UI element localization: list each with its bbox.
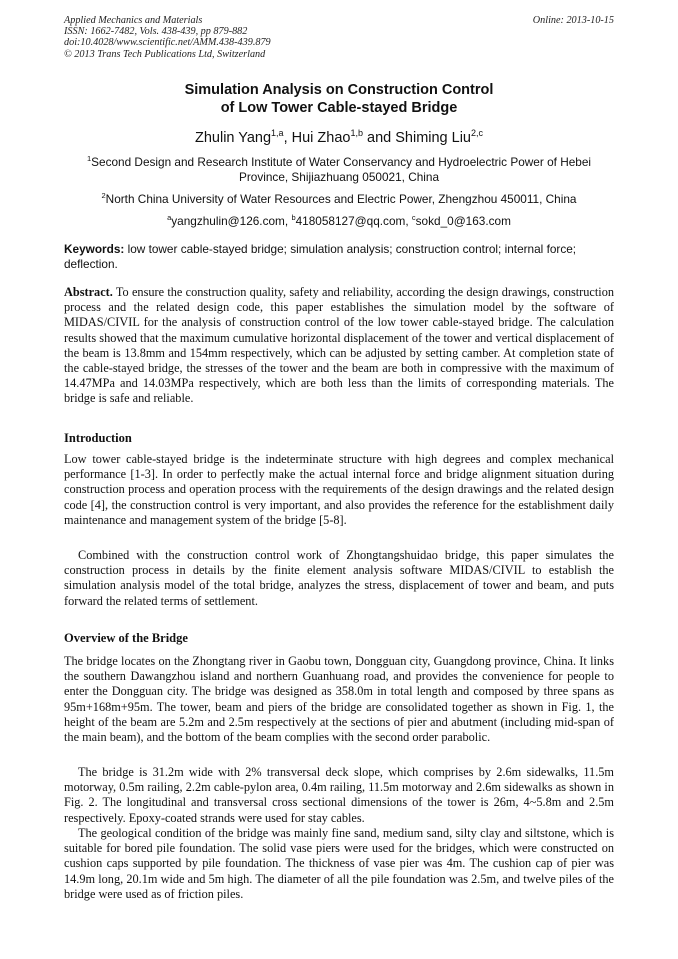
copyright-line: © 2013 Trans Tech Publications Ltd, Switzerland: [64, 48, 266, 60]
email-separator: ,: [284, 214, 292, 228]
author-separator: and: [362, 130, 396, 146]
author-superscript: 2,c: [471, 128, 484, 139]
author-name: Shiming Liu: [395, 130, 471, 146]
issn-line: ISSN: 1662-7482, Vols. 438-439, pp 879-882: [64, 26, 248, 38]
journal-header: [64, 15, 614, 60]
abstract-paragraph: [64, 285, 614, 407]
keywords-label: Keywords:: [64, 242, 125, 256]
introduction-paragraph-1: Low tower cable-stayed bridge is the indeterminate structure with high degrees and complex mechanical performance [1-3]. In order to perfectly make the actual internal force and bridge alignment situation during construction process and operation process with the requirements of the design drawings and the related design code [4], the construction control is very important, and also provides the reference for the establishment daily maintenance and management system of the bridge [5-8].: [64, 452, 614, 527]
author-name: Hui Zhao: [291, 130, 351, 146]
email-separator: ,: [405, 214, 412, 228]
title-line-1: Simulation Analysis on Construction Control: [184, 82, 494, 98]
overview-heading: Overview of the Bridge: [64, 631, 188, 645]
paper-title: [64, 81, 614, 117]
journal-name: Applied Mechanics and Materials: [64, 15, 203, 26]
keywords-block: [64, 242, 614, 271]
keywords-text: low tower cable-stayed bridge; simulation analysis; construction control; internal force; deflection.: [64, 242, 577, 271]
author-separator: ,: [283, 130, 292, 146]
email-superscript: b: [291, 213, 296, 223]
affiliation-2: [64, 192, 614, 207]
author-name: Zhulin Yang: [194, 130, 272, 146]
abstract-text: To ensure the construction quality, safety and reliability, according the design drawings, construction process and the related design code, this paper establishes the simulation model by the software of MIDAS/CIVIL for the analysis of construction control of the low tower cable-stayed bridge. The calculation results showed that the maximum cumulative horizontal displacement of the tower and vertical displacement of the beam is 13.8mm and 154mm respectively, which can be adjusted by setting camber. At completion state of the cable-stayed bridge, the stresses of the tower and the beam are both in compressive with the maximum of 14.47MPa and 14.03MPa respectively, which are both less than the limits of corresponding materials. The bridge is safe and reliable.: [64, 285, 614, 406]
abstract-label: Abstract.: [64, 285, 113, 299]
email-superscript: a: [167, 213, 172, 223]
online-date: Online: 2013-10-15: [532, 15, 614, 26]
email-address: yangzhulin@126.com: [171, 214, 285, 228]
affiliation-text: Second Design and Research Institute of Water Conservancy and Hydroelectric Power of Hebei Province, Shijiazhuang 050021, China: [91, 155, 592, 184]
author-superscript: 1,b: [350, 128, 363, 139]
overview-paragraph-2: The bridge is 31.2m wide with 2% transversal deck slope, which comprises by 2.6m sidewalks, 11.5m motorway, 0.5m railing, 2.2m cable-pylon area, 0.4m railing, 11.5m motorway and 2.6m sidewalks as shown in Fig. 2. The longitudinal and transversal cross sectional dimensions of the tower is 26m, 4~5.8m and 2.5m respectively. Epoxy-coated strands were used for stay cables.: [64, 765, 614, 825]
email-list: [64, 214, 614, 229]
email-address: sokd_0@163.com: [415, 214, 511, 228]
overview-paragraph-1: The bridge locates on the Zhongtang river in Gaobu town, Dongguan city, Guangdong province, China. It links the southern Dawangzhou island and northern Guanhuang road, and provides the convenience for people to enter the Dongguan city. The bridge was designed as 358.0m in total length and composed by three spans as 95m+168m+95m. The tower, beam and piers of the bridge are consolidated together as shown in Fig. 1, the height of the beam are 5.2m and 2.5m respectively at the sections of pier and abutment (including mid-span of the main beam), and the bottom of the beam complies with the second order parabolic.: [64, 654, 614, 745]
email-superscript: c: [411, 213, 416, 223]
introduction-paragraph-2: Combined with the construction control work of Zhongtangshuidao bridge, this paper simulates the construction process in details by the finite element analysis software MIDAS/CIVIL to establish the simulation analysis model of the total bridge, analyzes the stress, displacement of tower and beam, and puts forward the related terms of settlement.: [64, 548, 614, 608]
title-line-2: of Low Tower Cable-stayed Bridge: [220, 100, 458, 116]
affiliation-superscript: 1: [86, 154, 92, 164]
author-superscript: 1,a: [271, 128, 284, 139]
author-list: [64, 129, 614, 147]
email-address: 418058127@qq.com: [295, 214, 406, 228]
doi-line: doi:10.4028/www.scientific.net/AMM.438-439.879: [64, 37, 271, 49]
affiliation-superscript: 2: [101, 191, 106, 201]
introduction-heading: Introduction: [64, 431, 132, 445]
overview-paragraph-3: The geological condition of the bridge was mainly fine sand, medium sand, silty clay and siltstone, which is suitable for bored pile foundation. The solid vase piers were used for the bridges, which were constructed on cushion caps supported by pile foundation. The thickness of vase pier was 4m. The cushion cap of pier was 14.9m long, 20.1m wide and 5m high. The diameter of all the pile foundation was 2.5m, and twelve piles of the bridge were used as of friction piles.: [64, 826, 614, 901]
affiliation-1: [64, 155, 614, 185]
affiliation-text: North China University of Water Resources and Electric Power, Zhengzhou 450011, China: [105, 192, 577, 206]
